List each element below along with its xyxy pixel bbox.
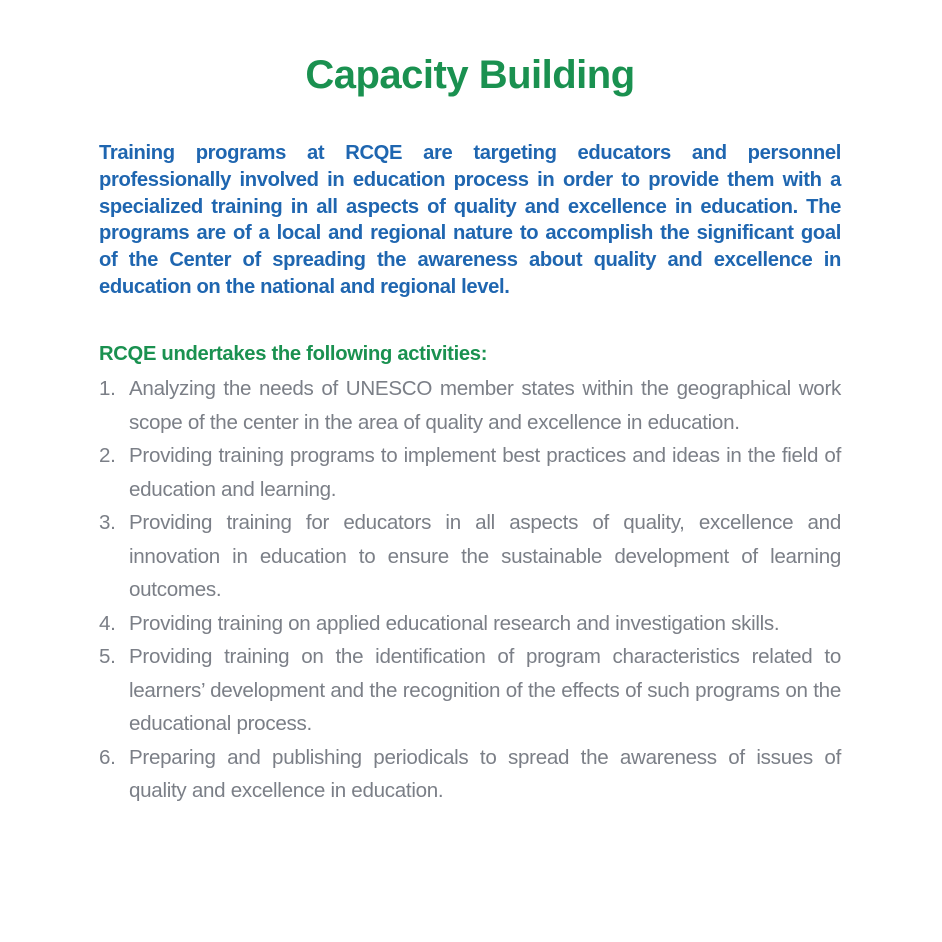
list-item [99,372,841,439]
list-item-number: 6. [99,745,116,769]
list-item-text: Providing training for educators in all aspects of quality, excellence and innovation in education to ensure the sustainable development of learning outcomes. [129,511,841,601]
list-item-number: 3. [99,511,116,534]
list-item-text: Analyzing the needs of UNESCO member states within the geographical work scope of the center in the area of quality and excellence in education. [129,377,841,434]
list-item-text: Preparing and publishing periodicals to spread the awareness of issues of quality and excellence in education. [129,745,841,802]
activities-heading: RCQE undertakes the following activities: [99,343,488,365]
activities-list [99,372,841,808]
list-item-text: Providing training programs to implement best practices and ideas in the field of education and learning. [129,444,841,501]
list-item-text: Providing training on the identification of program characteristics related to learners’ development and the recognition of the effects of such programs on the educational process. [129,645,841,735]
list-item-number: 4. [99,611,116,635]
list-item [99,741,841,808]
list-item [99,607,841,641]
list-item-number: 2. [99,444,116,467]
list-item-text: Providing training on applied educational research and investigation skills. [129,611,780,635]
list-item-number: 1. [99,377,116,400]
list-item [99,506,841,607]
list-item-number: 5. [99,645,116,668]
list-item [99,439,841,506]
list-item [99,640,841,741]
intro-paragraph: Training programs at RCQE are targeting educators and personnel professionally involved in education process in order to provide them with a specialized training in all aspects of quality and excellence in education. The programs are of a local and regional nature to accomplish the significant goal of the Center of spreading the awareness about quality and excellence in education on the national and regional level. [99,142,841,298]
page-title: Capacity Building [305,53,635,97]
